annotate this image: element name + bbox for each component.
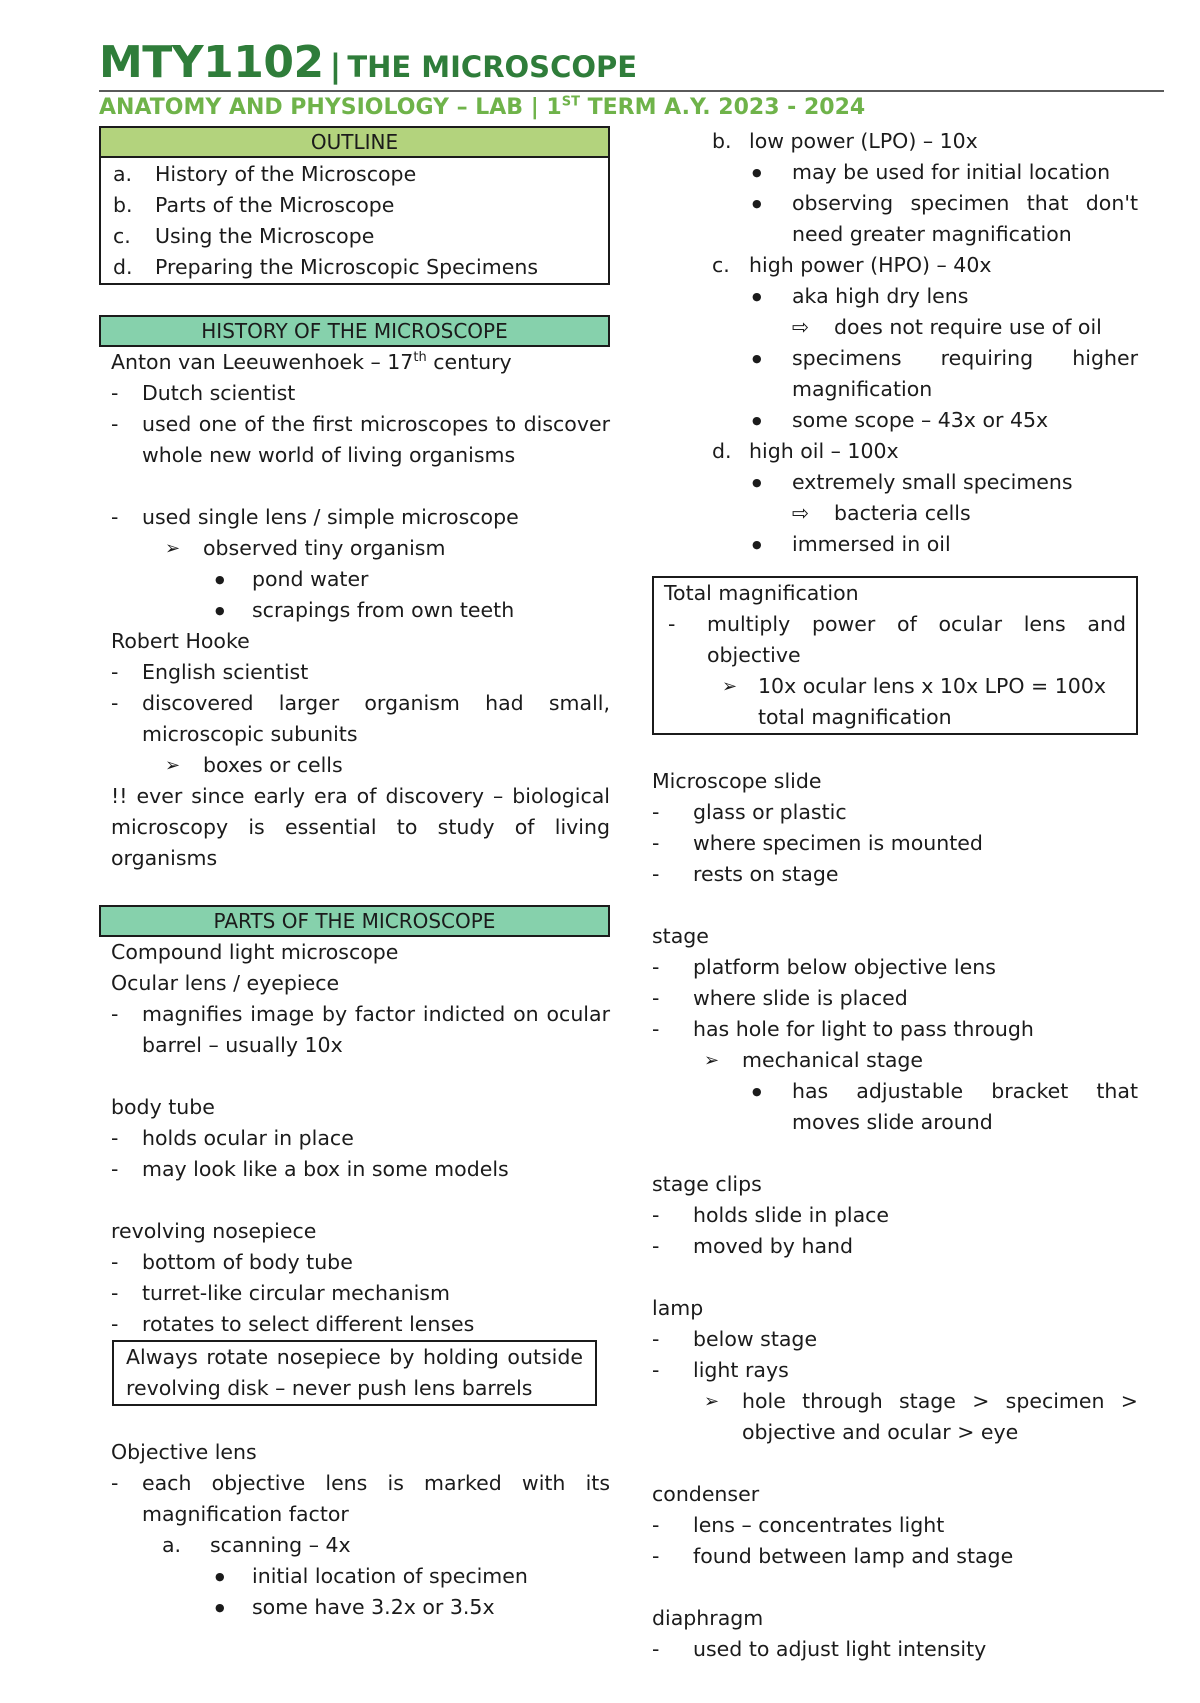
list-item: - platform below objective lens: [652, 952, 1138, 983]
nosepiece-note-box: Always rotate nosepiece by holding outside revolving disk – never push lens barrels: [112, 1340, 597, 1406]
page-title: [99, 38, 637, 95]
nosepiece-title: revolving nosepiece: [111, 1219, 317, 1243]
body-title: body tube: [111, 1095, 215, 1119]
list-item: - rests on stage: [652, 859, 1138, 890]
outline-text: Parts of the Microscope: [155, 193, 395, 217]
outline-item: [101, 190, 608, 221]
list-item: - used to adjust light intensity: [652, 1634, 1138, 1665]
clips-title: stage clips: [652, 1172, 762, 1196]
list-item: - discovered larger organism had small, microscopic subunits: [99, 688, 610, 750]
letter-marker: d.: [712, 439, 732, 463]
leeuwenhoek-name: Anton van Leeuwenhoek – 17: [111, 350, 414, 374]
list-subitem: ➢ observed tiny organism: [99, 533, 610, 564]
list-bullet: ● scrapings from own teeth: [99, 595, 610, 626]
list-item: - each objective lens is marked with its magnification factor: [99, 1468, 610, 1530]
list-item: - lens – concentrates light: [652, 1510, 1138, 1541]
objective-lpo: [652, 126, 1138, 157]
outline-item: [101, 221, 608, 252]
total-title: Total magnification: [664, 581, 859, 605]
list-item: - holds ocular in place: [99, 1123, 610, 1154]
course-code: MTY1102: [99, 37, 324, 88]
list-item: - where specimen is mounted: [652, 828, 1138, 859]
list-subitem: ⇨ does not require use of oil: [652, 312, 1138, 343]
outline-marker: c.: [113, 224, 131, 248]
objective-oil: [652, 436, 1138, 467]
letter-marker: a.: [162, 1533, 182, 1557]
list-bullet: ● extremely small specimens: [652, 467, 1138, 498]
list-item: - glass or plastic: [652, 797, 1138, 828]
list-bullet: ● may be used for initial location: [652, 157, 1138, 188]
list-bullet: ● has adjustable bracket that moves slide around: [652, 1076, 1138, 1138]
objective-hpo: [652, 250, 1138, 281]
letter-marker: b.: [712, 129, 732, 153]
leeuwenhoek-end: century: [426, 350, 512, 374]
objective-title: Objective lens: [111, 1440, 257, 1464]
list-bullet: ● some have 3.2x or 3.5x: [99, 1592, 610, 1623]
list-subitem: ⇨ bacteria cells: [652, 498, 1138, 529]
subheader-main: ANATOMY AND PHYSIOLOGY – LAB | 1: [99, 95, 562, 120]
subheader: [99, 93, 865, 123]
list-bullet: ● immersed in oil: [652, 529, 1138, 560]
letter-text: high power (HPO) – 40x: [749, 253, 992, 277]
list-bullet: ● some scope – 43x or 45x: [652, 405, 1138, 436]
list-subitem: ➢ hole through stage > specimen > objective and ocular > eye: [652, 1386, 1138, 1448]
list-bullet: ● observing specimen that don't need greater magnification: [652, 188, 1138, 250]
condenser-title: condenser: [652, 1482, 760, 1506]
list-bullet: ● specimens requiring higher magnification: [652, 343, 1138, 405]
list-item: - where slide is placed: [652, 983, 1138, 1014]
topic-title: THE MICROSCOPE: [347, 50, 638, 84]
left-column: [99, 126, 610, 1623]
letter-text: high oil – 100x: [749, 439, 899, 463]
list-subitem: ➢ 10x ocular lens x 10x LPO = 100x total magnification: [664, 671, 1126, 733]
compound-title: Compound light microscope: [111, 940, 399, 964]
leeuwenhoek-title: [99, 347, 610, 378]
outline-text: History of the Microscope: [155, 162, 417, 186]
stage-title: stage: [652, 924, 709, 948]
outline-marker: a.: [113, 162, 133, 186]
history-note: !! ever since early era of discovery – biological microscopy is essential to study of living organisms: [111, 784, 610, 870]
subheader-sup: ST: [561, 94, 580, 110]
outline-box: [99, 158, 610, 285]
list-item: - holds slide in place: [652, 1200, 1138, 1231]
letter-text: low power (LPO) – 10x: [749, 129, 978, 153]
list-item: - rotates to select different lenses: [99, 1309, 610, 1340]
list-subitem: ➢ boxes or cells: [99, 750, 610, 781]
outline-text: Preparing the Microscopic Specimens: [155, 255, 538, 279]
title-separator: |: [329, 47, 342, 85]
lamp-title: lamp: [652, 1296, 704, 1320]
outline-marker: b.: [113, 193, 133, 217]
list-subitem: ➢ mechanical stage: [652, 1045, 1138, 1076]
list-item: - moved by hand: [652, 1231, 1138, 1262]
history-heading: HISTORY OF THE MICROSCOPE: [99, 315, 610, 347]
slide-title: Microscope slide: [652, 769, 822, 793]
list-bullet: ● initial location of specimen: [99, 1561, 610, 1592]
outline-item: [101, 159, 608, 190]
header-divider: [99, 90, 1164, 92]
list-item: - light rays: [652, 1355, 1138, 1386]
list-item: - English scientist: [99, 657, 610, 688]
list-item: - has hole for light to pass through: [652, 1014, 1138, 1045]
right-column: [652, 126, 1138, 1665]
total-magnification-box: [652, 576, 1138, 735]
list-item: - Dutch scientist: [99, 378, 610, 409]
list-item: - found between lamp and stage: [652, 1541, 1138, 1572]
list-item: - magnifies image by factor indicted on ocular barrel – usually 10x: [99, 999, 610, 1061]
letter-marker: c.: [712, 253, 730, 277]
list-item: - below stage: [652, 1324, 1138, 1355]
list-bullet: ● aka high dry lens: [652, 281, 1138, 312]
hooke-title: Robert Hooke: [111, 629, 250, 653]
list-item: - may look like a box in some models: [99, 1154, 610, 1185]
leeuwenhoek-sup: th: [413, 350, 427, 366]
outline-heading: OUTLINE: [99, 126, 610, 158]
objective-scanning: [99, 1530, 610, 1561]
list-item: - bottom of body tube: [99, 1247, 610, 1278]
list-item: - turret-like circular mechanism: [99, 1278, 610, 1309]
list-bullet: ● pond water: [99, 564, 610, 595]
parts-heading: PARTS OF THE MICROSCOPE: [99, 905, 610, 937]
outline-marker: d.: [113, 255, 133, 279]
letter-text: scanning – 4x: [210, 1533, 351, 1557]
outline-item: [101, 252, 608, 283]
outline-text: Using the Microscope: [155, 224, 375, 248]
list-item: - used single lens / simple microscope: [99, 502, 610, 533]
list-item: - multiply power of ocular lens and objective: [664, 609, 1126, 671]
diaphragm-title: diaphragm: [652, 1606, 764, 1630]
ocular-title: Ocular lens / eyepiece: [111, 971, 340, 995]
subheader-end: TERM A.Y. 2023 - 2024: [579, 95, 866, 120]
list-item: - used one of the first microscopes to discover whole new world of living organisms: [99, 409, 610, 502]
